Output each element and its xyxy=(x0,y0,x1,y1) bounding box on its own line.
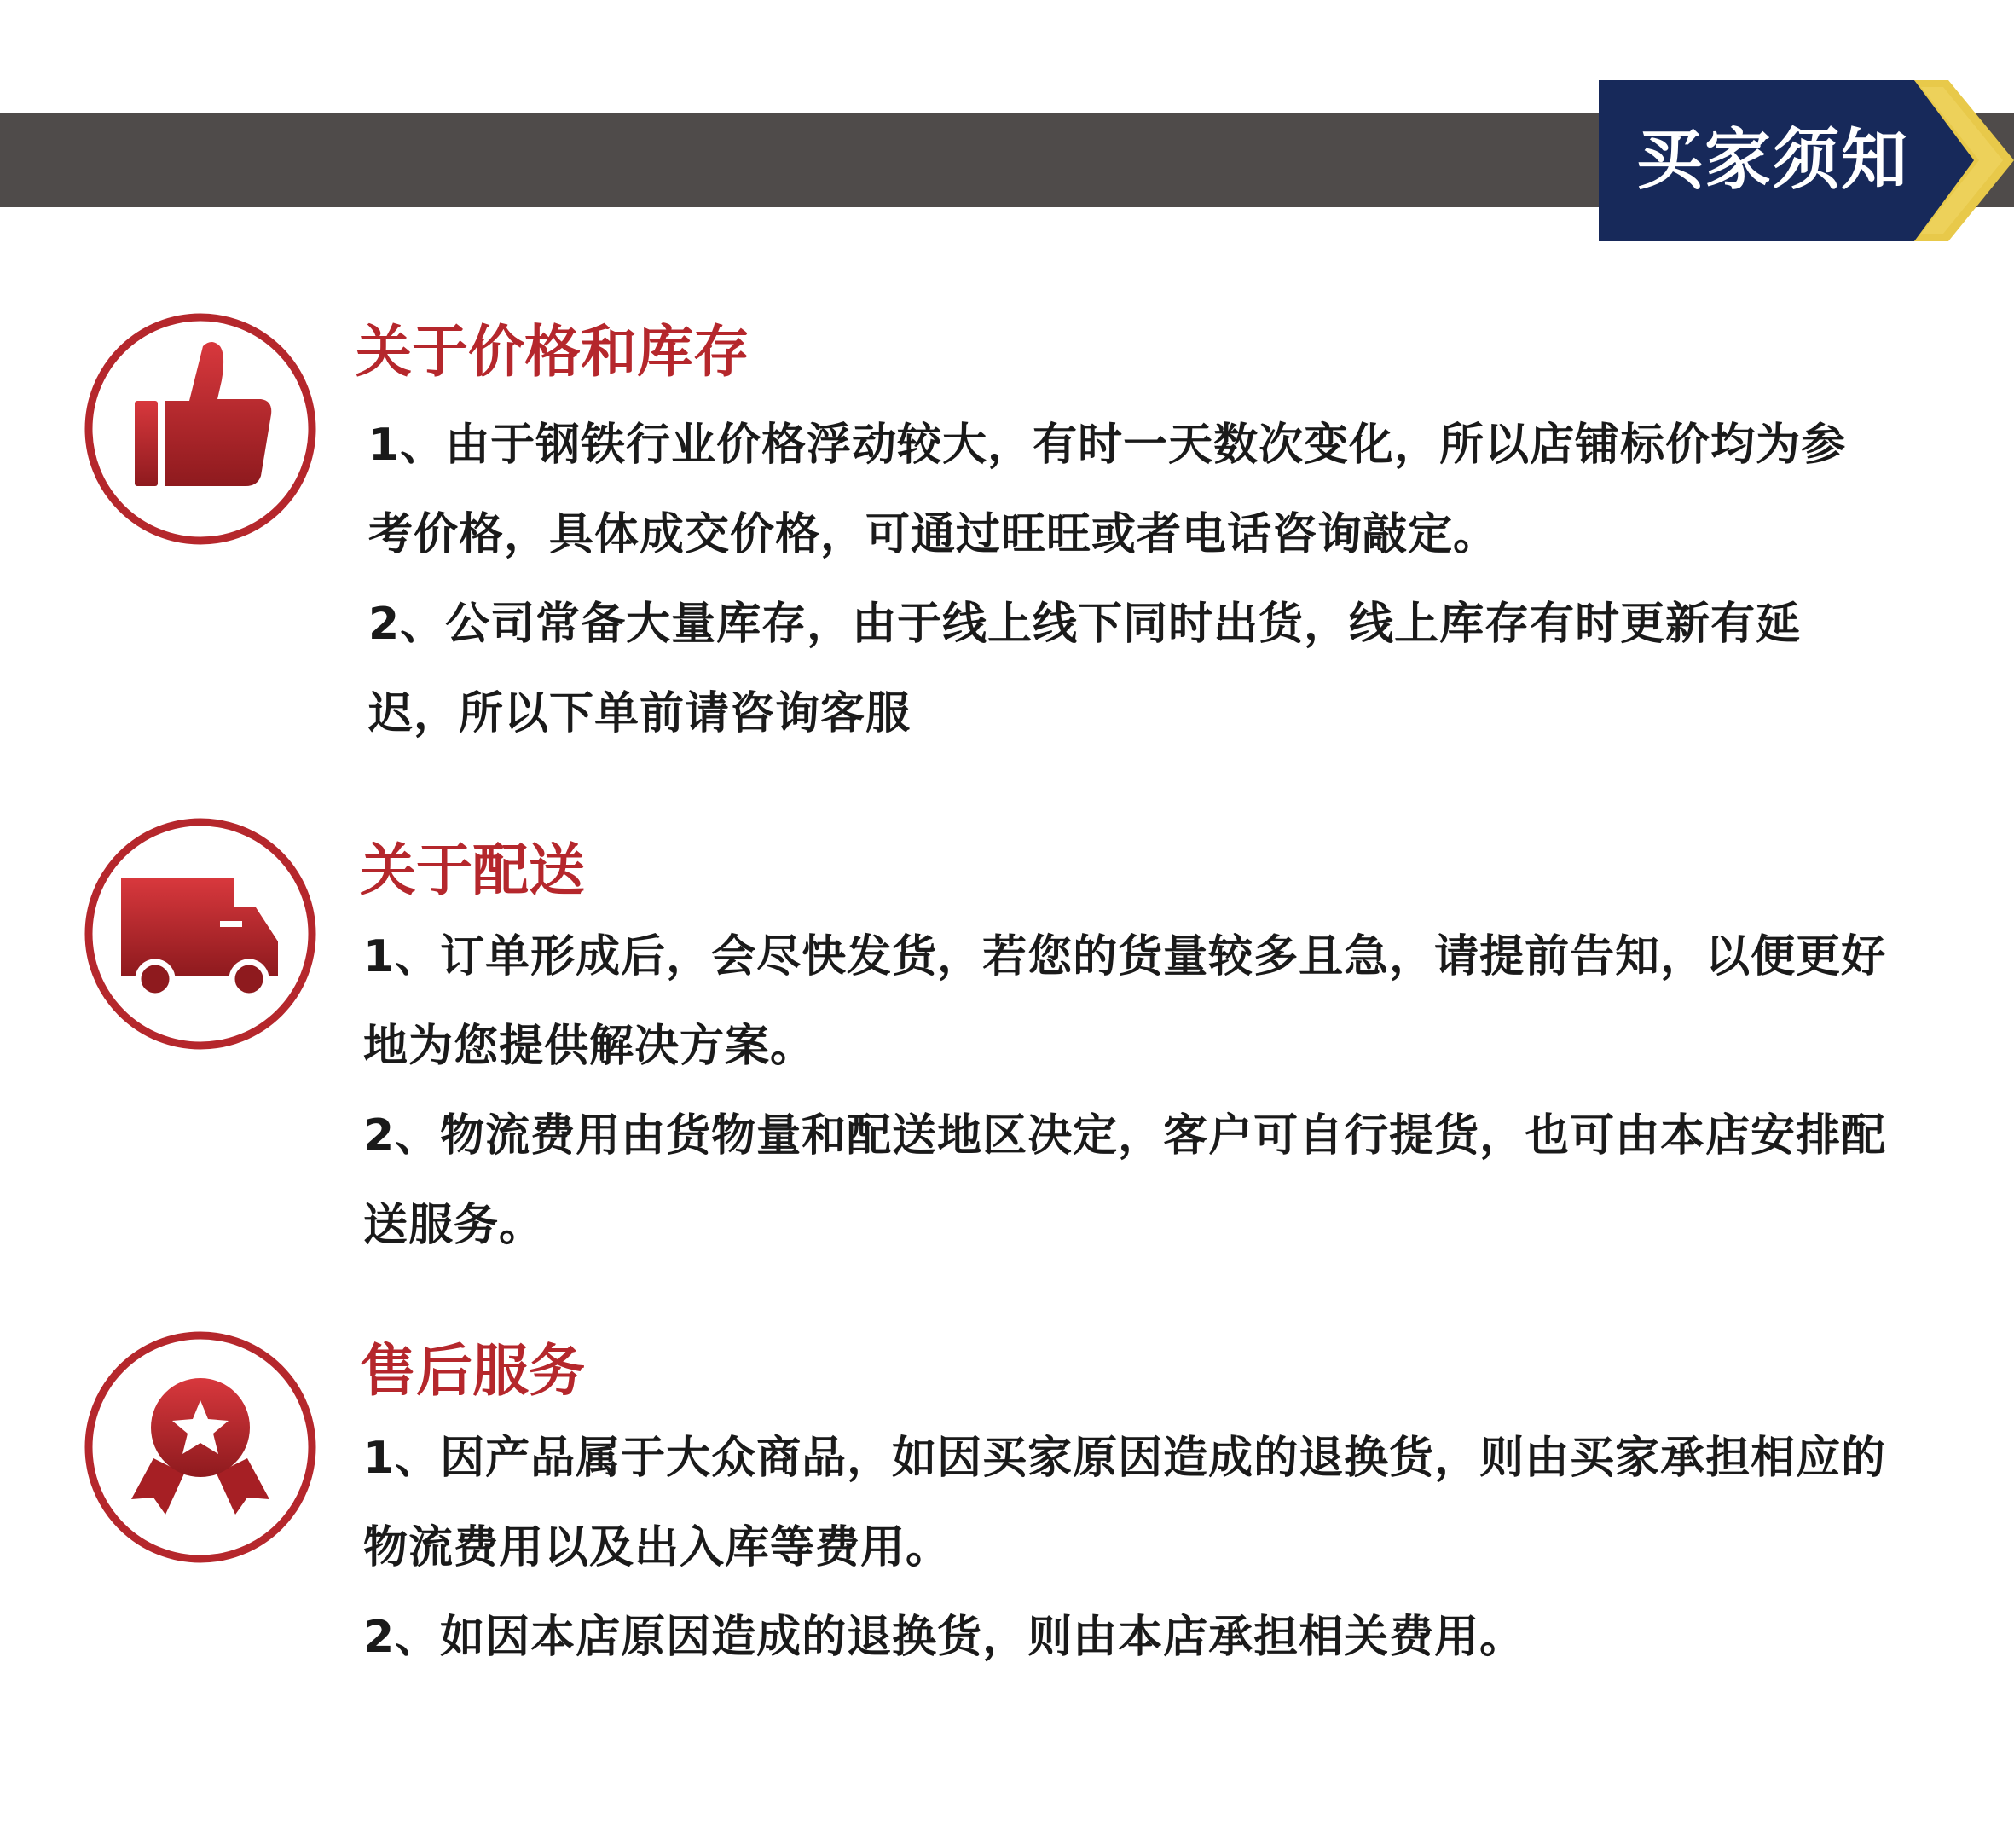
section-paragraph: 1、因产品属于大众商品，如因买家原因造成的退换货，则由买家承担相应的物流费用以及出入库等费用。 xyxy=(363,1433,1887,1573)
delivery-truck-icon xyxy=(84,817,317,1051)
section-title: 关于价格和库存 xyxy=(356,319,749,385)
section-paragraph: 1、订单形成后，会尽快发货，若您的货量较多且急，请提前告知，以便更好地为您提供解决方案。 xyxy=(363,931,1887,1072)
section-title: 关于配送 xyxy=(360,837,585,903)
page-title: 买家须知 xyxy=(1636,122,1910,199)
section-paragraph: 2、物流费用由货物量和配送地区决定，客户可自行提货，也可由本店安排配送服务。 xyxy=(363,1110,1887,1251)
thumbs-up-icon xyxy=(84,312,317,546)
title-banner xyxy=(1599,80,2014,241)
award-badge-icon xyxy=(84,1330,317,1564)
section-title: 售后服务 xyxy=(360,1338,585,1404)
section-paragraph: 2、如因本店原因造成的退换货，则由本店承担相关费用。 xyxy=(363,1612,1525,1663)
section-paragraph: 1、由于钢铁行业价格浮动较大，有时一天数次变化，所以店铺标价均为参考价格，具体成交价格，可通过旺旺或者电话咨询敲定。 xyxy=(368,420,1847,560)
section-paragraph: 2、公司常备大量库存，由于线上线下同时出货，线上库存有时更新有延迟，所以下单前请咨询客服 xyxy=(368,599,1802,739)
